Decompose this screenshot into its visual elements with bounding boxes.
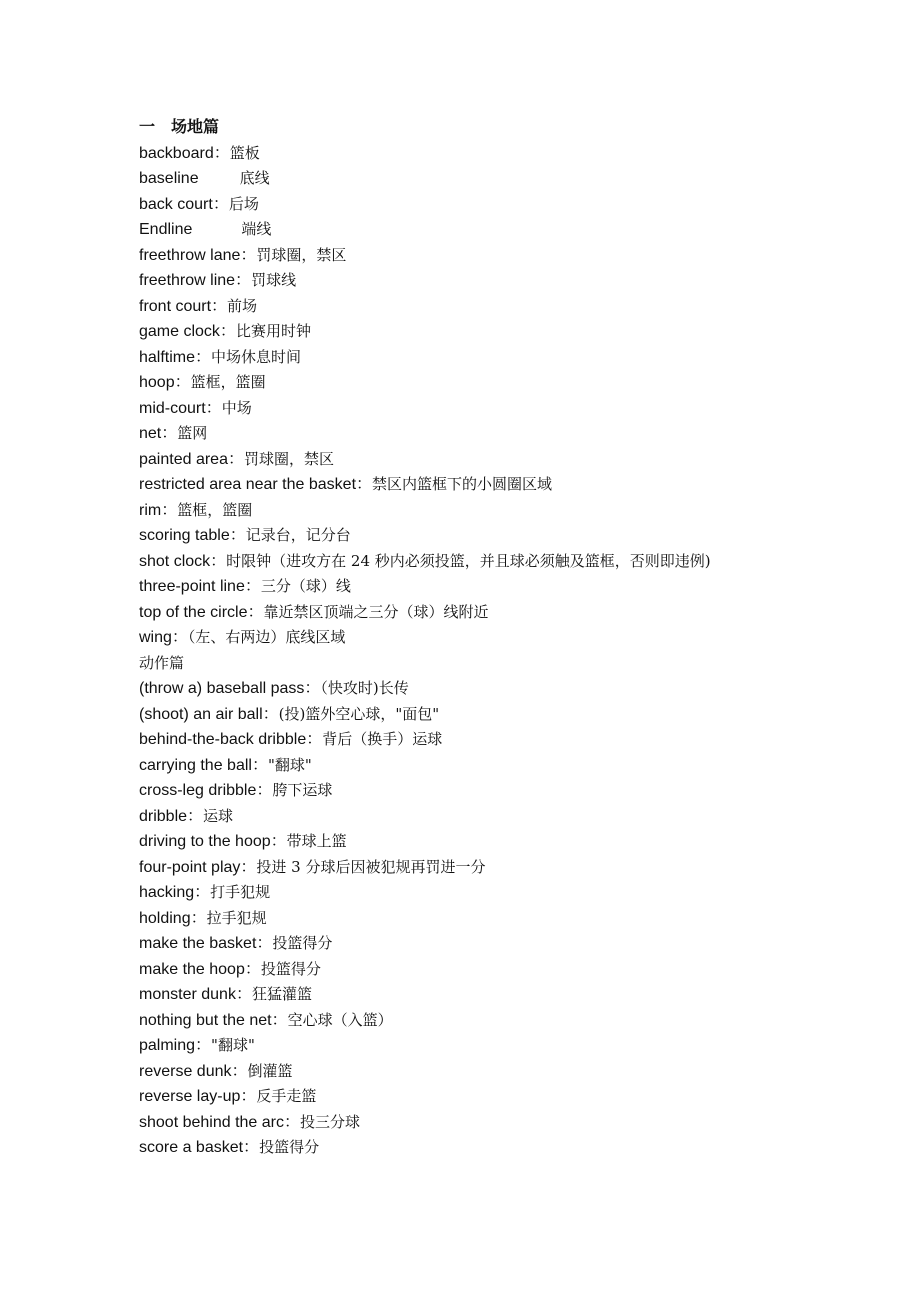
glossary-entry: holding：拉手犯规 (139, 908, 267, 927)
glossary-entry: (shoot) an air ball：(投)篮外空心球，"面包" (139, 704, 440, 723)
glossary-entry: hoop：篮框，篮圈 (139, 373, 266, 391)
glossary-entry: four-point play：投进 3 分球后因被犯规再罚进一分 (139, 857, 486, 876)
glossary-entry: driving to the hoop：带球上篮 (139, 832, 347, 850)
glossary-entry: halftime：中场休息时间 (139, 347, 302, 366)
glossary-entry: baseline 底线 (139, 169, 270, 187)
section-heading-actions: 动作篇 (139, 653, 185, 672)
glossary-entry: shot clock：时限钟（进攻方在 24 秒内必须投篮，并且球必须触及篮框，否则即违例) (139, 551, 711, 570)
document-page (139, 115, 779, 1161)
glossary-entry: (throw a) baseball pass：（快攻时)长传 (139, 679, 409, 697)
glossary-entry: top of the circle：靠近禁区顶端之三分（球）线附近 (139, 602, 489, 621)
glossary-entry: monster dunk：狂猛灌篮 (139, 985, 312, 1003)
glossary-entry: make the basket：投篮得分 (139, 934, 333, 952)
glossary-entry: front court：前场 (139, 296, 258, 315)
glossary-entry: nothing but the net：空心球（入篮） (139, 1010, 393, 1029)
glossary-entry: game clock：比赛用时钟 (139, 322, 311, 340)
glossary-entry: dribble：运球 (139, 806, 234, 825)
glossary-entry: backboard：篮板 (139, 143, 260, 162)
glossary-entry: three-point line：三分（球）线 (139, 577, 351, 595)
glossary-entry: net：篮网 (139, 424, 208, 442)
glossary-entry: back court：后场 (139, 194, 259, 213)
glossary-entry: restricted area near the basket：禁区内篮框下的小圆圈区域 (139, 475, 553, 493)
glossary-entry: mid-court：中场 (139, 398, 252, 417)
glossary-entry: score a basket：投篮得分 (139, 1138, 320, 1156)
glossary-entry: hacking：打手犯规 (139, 883, 271, 901)
glossary-entry: cross-leg dribble：胯下运球 (139, 781, 333, 799)
glossary-entry: palming："翻球" (139, 1036, 255, 1054)
glossary-entry: Endline 端线 (139, 220, 272, 238)
glossary-entry: rim：篮框，篮圈 (139, 500, 253, 519)
glossary-entry: painted area：罚球圈，禁区 (139, 449, 334, 468)
glossary-entry: freethrow lane：罚球圈，禁区 (139, 245, 347, 264)
glossary-entry: shoot behind the arc：投三分球 (139, 1112, 361, 1131)
glossary-entry: behind-the-back dribble：背后（换手）运球 (139, 730, 443, 748)
glossary-entry: carrying the ball："翻球" (139, 755, 312, 774)
section-heading-court: 一 场地篇 (139, 119, 220, 136)
glossary-entry: make the hoop：投篮得分 (139, 959, 321, 978)
glossary-entry: reverse lay-up：反手走篮 (139, 1087, 317, 1105)
glossary-entry: scoring table：记录台，记分台 (139, 526, 351, 544)
glossary-entry: wing：（左、右两边）底线区域 (139, 628, 346, 646)
glossary-entry: freethrow line：罚球线 (139, 271, 297, 289)
glossary-entry: reverse dunk：倒灌篮 (139, 1061, 293, 1080)
